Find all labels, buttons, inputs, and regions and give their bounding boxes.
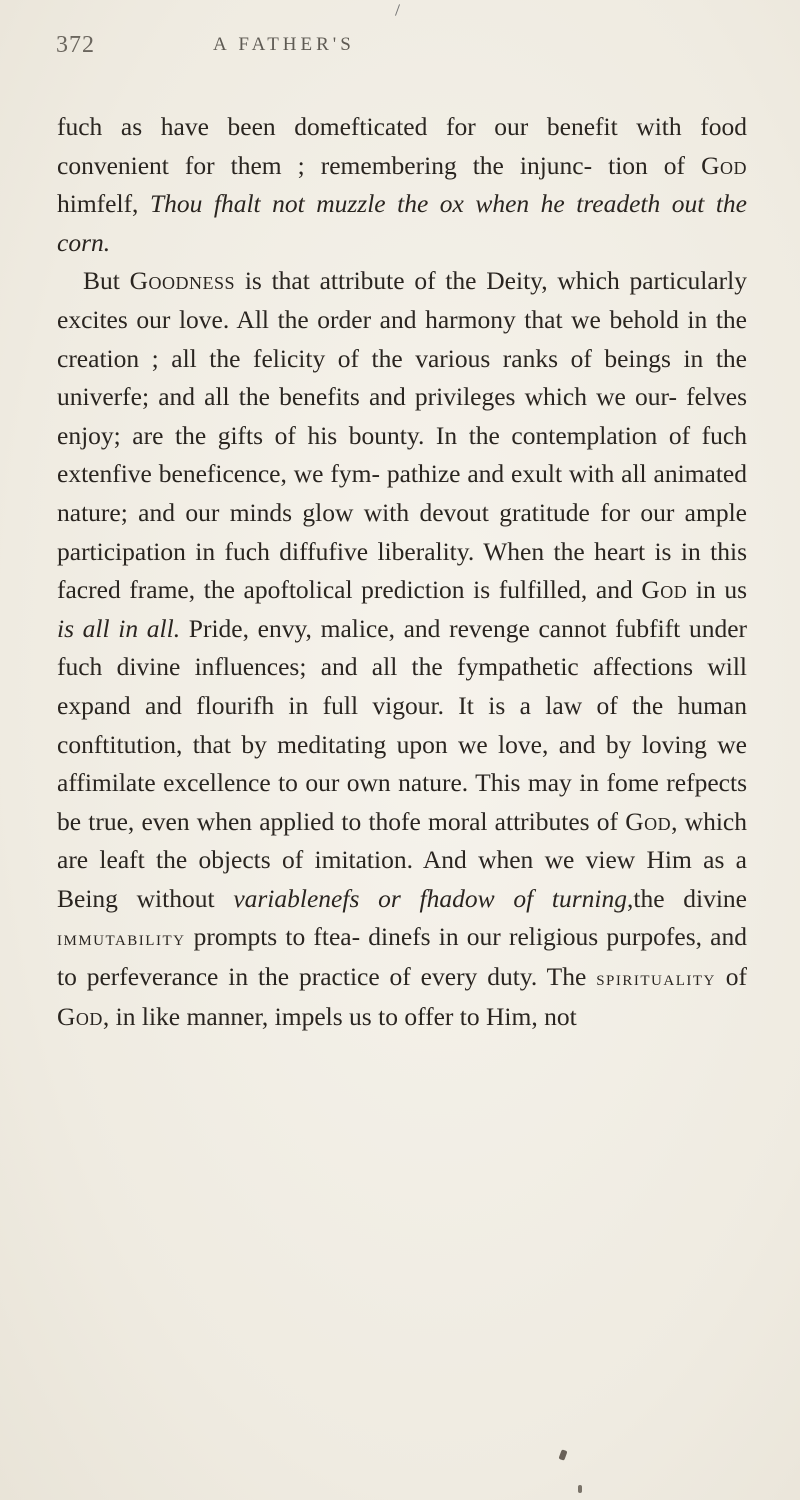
italic-phrase: variablenefs or fhadow of turning bbox=[233, 883, 627, 913]
ink-speck bbox=[558, 1449, 567, 1460]
text-run: himfelf, bbox=[57, 189, 150, 219]
small-caps-god: God bbox=[625, 806, 672, 836]
running-head: A FATHER'S bbox=[213, 34, 355, 55]
paragraph-1 bbox=[57, 108, 747, 262]
text-run: fuch as have been domefticated for our benefit with food convenient for them ; remembering the injunc- tion of bbox=[57, 112, 747, 180]
small-caps-spirituality: spirituality bbox=[596, 965, 716, 991]
body-text bbox=[57, 108, 747, 1036]
ink-mark bbox=[395, 4, 400, 16]
text-run: in us bbox=[687, 575, 747, 605]
page-header bbox=[56, 32, 744, 62]
ink-speck bbox=[578, 1485, 582, 1493]
text-run: of bbox=[715, 962, 747, 992]
text-run: prompts to ftea- dinefs in our religious purpofes, and to perfeverance in the practice of every duty. The bbox=[57, 922, 747, 992]
small-caps-god: God bbox=[701, 150, 747, 180]
text-run: But bbox=[83, 266, 130, 296]
small-caps-god: God bbox=[641, 575, 688, 605]
small-caps-immutability: immutability bbox=[57, 925, 186, 951]
text-run: , which are leaft the objects of imitation. And when we view Him as a Being without bbox=[57, 806, 747, 913]
small-caps-god: God bbox=[57, 1001, 103, 1031]
text-run: is that attribute of the Deity, which particularly excites our love. All the order and harmony that we behold in the creation ; all the felicity of the various ranks of beings in the univerfe; and all the benefits and privileges which we our- felves enjoy; are the gifts of his bounty. In the contemplation of fuch extenfive beneficence, we fym- pathize and exult with all animated nature; and our minds glow with devout gratitude for our ample participation in fuch diffufive liberality. When the heart is in this facred frame, the apoftolical prediction is fulfilled, and bbox=[57, 266, 747, 605]
italic-phrase: is all in all. bbox=[57, 613, 181, 643]
small-caps-goodness: Goodness bbox=[129, 266, 236, 296]
text-run: ,the divine bbox=[627, 883, 747, 913]
italic-quote: Thou fhalt not muzzle the ox when he treadeth out the corn. bbox=[57, 189, 747, 257]
text-run: Pride, envy, malice, and revenge cannot fubfift under fuch divine influences; and all the fympathetic affections will expand and flourifh in full vigour. It is a law of the human conftitution, that by meditating upon we love, and by loving we affimilate excellence to our own nature. This may in fome refpects be true, even when applied to thofe moral attributes of bbox=[57, 613, 748, 836]
paragraph-2 bbox=[57, 262, 747, 1036]
page-number: 372 bbox=[56, 32, 95, 58]
text-run: , in like manner, impels us to offer to Him, not bbox=[102, 1001, 577, 1031]
